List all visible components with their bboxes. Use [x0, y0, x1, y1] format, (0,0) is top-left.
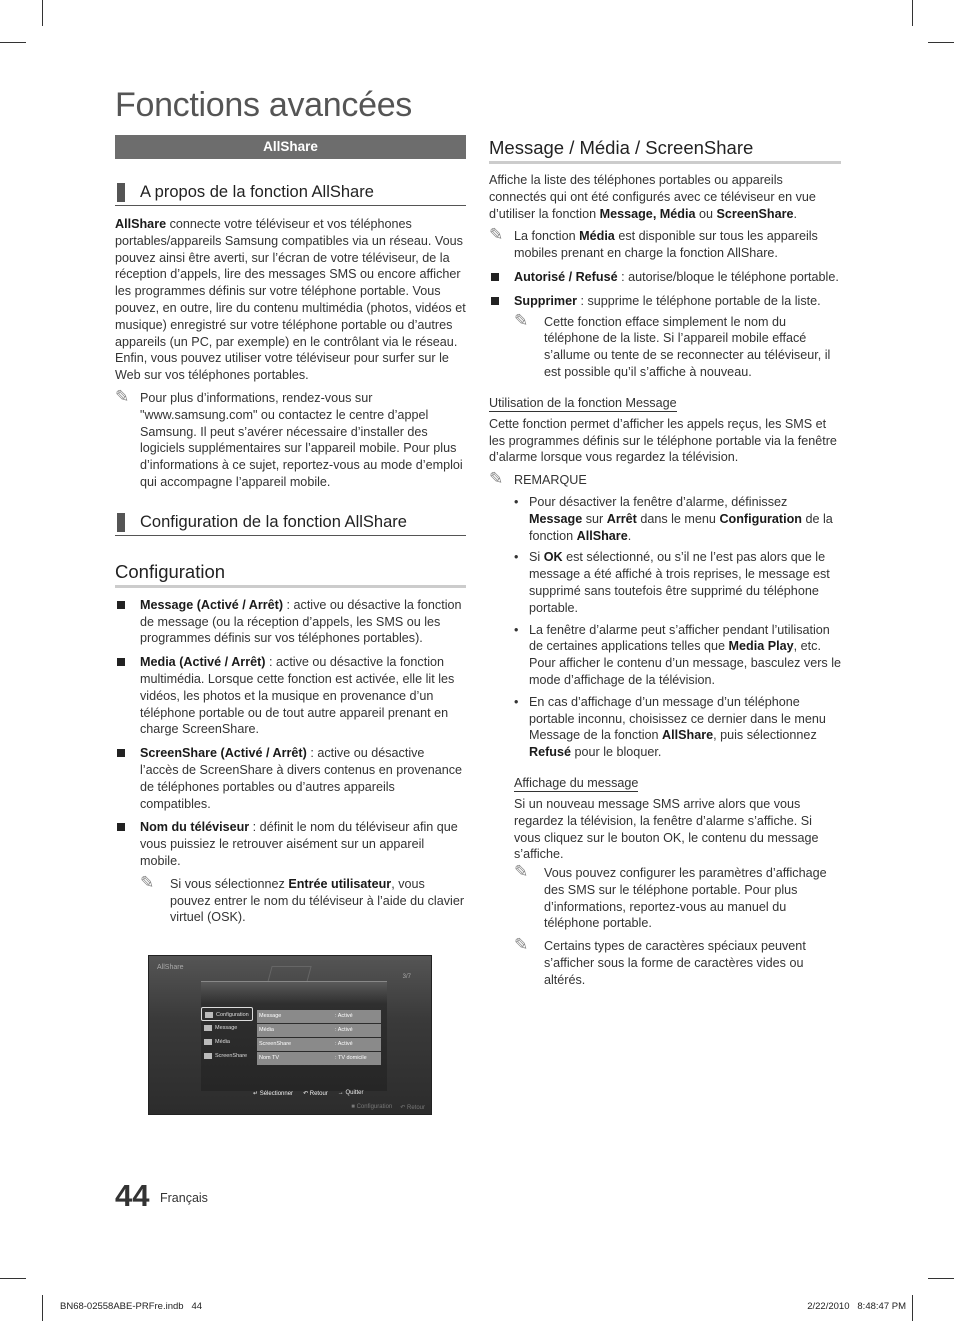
- pencil-icon: ✎: [489, 225, 504, 245]
- tv-name-note: ✎ Si vous sélectionnez Entrée utilisateur, vous pouvez entrer le nom du téléviseur à l’aide du clavier virtuel (OSK).: [140, 872, 465, 925]
- tv-menu-panel: [201, 981, 387, 1091]
- screenshare-icon: [204, 1053, 212, 1059]
- display-section: [489, 775, 841, 989]
- footer-date: 2/22/2010 8:48:47 PM: [807, 1301, 906, 1312]
- list-item: Media (Activé / Arrêt) : active ou désactive la fonction multimédia. Lorsque cette fonction est activée, elle lit les vidéos, les photos et la musique en provenance d’un téléphone portable ou de tout autre appareil prenant en charge ScreenShare.: [115, 654, 466, 738]
- tv-title: AllShare: [157, 964, 184, 971]
- remark-item: • Si OK est sélectionné, ou s’il ne l’est pas alors que le message a été affiché à trois reprises, le message est supprimé sans toutefois être supprimé du téléphone portable.: [514, 550, 830, 615]
- tv-side-menu: [201, 1007, 253, 1063]
- display-note: ✎ Certains types de caractères spéciaux peuvent s’afficher sous la forme de caractères vides ou altérés.: [514, 935, 806, 987]
- display-paragraph: Si un nouveau message SMS arrive alors que vous regardez la télévision, la fenêtre d’alarme s’affiche. Si vous cliquez sur le bouton OK, le contenu du message s’affiche.: [514, 796, 819, 862]
- tv-menu-item[interactable]: Configuration: [201, 1007, 253, 1021]
- message-media-heading: Message / Média / ScreenShare: [489, 136, 841, 164]
- display-note: ✎ Vous pouvez configurer les paramètres d’affichage des SMS sur le téléphone portable. Pour plus d’informations, reportez-vous au manuel du téléphone portable.: [514, 862, 827, 931]
- about-note: ✎ Pour plus d’informations, rendez-vous sur "www.samsung.com" ou contactez le centre d’appel Samsung. Il peut s’avérer nécessaire d’installer des logiciels supplémentaires sur l’appareil mobile. Pour plus d’informations à ce sujet, reportez-vous au mode d’emploi qui accompagne l’appareil mobile.: [115, 386, 463, 489]
- about-paragraph: AllShare connecte votre téléviseur et vos téléphones portables/appareils Samsung compatibles via un réseau. Vous pouvez ainsi être averti, sur l’écran de votre téléviseur, de la réception d’appels, lire des messages SMS ou encore afficher les programmes définis sur votre téléphone portable. Vous pouvez, en outre, lire du contenu multimédia (photos, vidéos et musique) enregistré sur votre téléphone portable ou d’autres appareils (un PC, par exemple) en le contrôlant via le réseau. Enfin, vous pouvez utiliser votre téléviseur pour surfer sur le Web sur vos téléphones portables.: [115, 217, 466, 383]
- tv-hint-config: ■ Configuration: [351, 1104, 393, 1110]
- bullet-square-icon: [491, 273, 499, 281]
- pencil-icon: ✎: [514, 310, 529, 330]
- right-column: [489, 136, 841, 989]
- crop-mark: [928, 42, 954, 43]
- settings-icon: [205, 1012, 213, 1018]
- list-item: Nom du téléviseur : définit le nom du téléviseur afin que vous puissiez le retrouver aisément sur un appareil mobile. ✎ Si vous sélectionnez Entrée utilisateur, vous pouvez entrer le nom du téléviseur à l’aide du clavier virtuel (OSK).: [115, 819, 466, 926]
- heading-marker: [117, 513, 125, 532]
- configuration-heading: Configuration: [115, 560, 466, 588]
- left-column: [115, 135, 466, 926]
- tv-footer-hints: [253, 1090, 363, 1097]
- heading-marker: [117, 183, 125, 202]
- about-heading: A propos de la fonction AllShare: [115, 181, 466, 206]
- tv-setting-row[interactable]: Média : Activé: [257, 1024, 381, 1037]
- tv-menu-item[interactable]: Média: [201, 1035, 253, 1049]
- remarque-label: ✎ REMARQUE: [489, 469, 587, 489]
- page-language: Français: [160, 1191, 208, 1205]
- crop-mark: [912, 1295, 913, 1321]
- message-icon: [204, 1025, 212, 1031]
- list-item: Message (Activé / Arrêt) : active ou désactive la fonction de message (ou la réception d’appels, les SMS ou les programmes définis sur vos téléphones portables).: [115, 597, 466, 647]
- tv-hint-return: ↶ Retour: [303, 1091, 328, 1097]
- pencil-icon: ✎: [514, 862, 529, 882]
- page-title: Fonctions avancées: [115, 86, 412, 124]
- pencil-icon: ✎: [140, 872, 155, 892]
- tv-hint-select: ↵ Sélectionner: [253, 1091, 294, 1097]
- pencil-icon: ✎: [514, 935, 529, 955]
- tv-settings-grid: [257, 1010, 381, 1066]
- bullet-square-icon: [491, 297, 499, 305]
- crop-mark: [42, 0, 43, 26]
- bullet-square-icon: [117, 823, 125, 831]
- crop-mark: [42, 1295, 43, 1321]
- remark-item: • La fenêtre d’alarme peut s’afficher pendant l’utilisation de certaines applications telles que Media Play, etc. Pour afficher le contenu d’un message, basculez vers le mode d’affichage de la télévision.: [514, 622, 841, 687]
- tv-hint-back: ↶ Retour: [400, 1105, 425, 1111]
- pencil-icon: ✎: [115, 386, 130, 406]
- message-usage-heading: Utilisation de la fonction Message: [489, 395, 677, 410]
- crop-mark: [0, 1278, 26, 1279]
- page-number: 44: [115, 1178, 150, 1213]
- bullet-square-icon: [117, 749, 125, 757]
- footer-file-name: BN68-02558ABE-PRFre.indb 44: [60, 1301, 203, 1312]
- tv-setting-row[interactable]: Message : Activé: [257, 1010, 381, 1023]
- display-heading: Affichage du message: [514, 775, 639, 790]
- crop-mark: [928, 1278, 954, 1279]
- tv-screenshot: [148, 955, 432, 1115]
- tv-hint-exit: → Quitter: [337, 1090, 364, 1096]
- tv-setting-row[interactable]: ScreenShare : Activé: [257, 1038, 381, 1051]
- tv-menu-item[interactable]: ScreenShare: [201, 1049, 253, 1063]
- bullet-square-icon: [117, 601, 125, 609]
- media-icon: [204, 1039, 212, 1045]
- delete-note: ✎ Cette fonction efface simplement le nom du téléphone de la liste. Si l’appareil mobile effacé s’allume ou tente de se reconnecter au téléviseur, il est possible qu’il s’affiche à nouveau.: [514, 310, 831, 379]
- media-note: ✎ La fonction Média est disponible sur tous les appareils mobiles prenant en charge la fonction AllShare.: [489, 225, 818, 261]
- remark-item: • Pour désactiver la fenêtre d’alarme, définissez Message sur Arrêt dans le menu Configuration de la fonction AllShare.: [514, 494, 833, 543]
- tv-menu-item[interactable]: Message: [201, 1021, 253, 1035]
- intro-paragraph: Affiche la liste des téléphones portables ou appareils connectés qui ont été configurés avec ce téléviseur en vue d’utiliser la fonction Message, Média ou ScreenShare.: [489, 173, 816, 221]
- crop-mark: [0, 42, 26, 43]
- list-item: ScreenShare (Activé / Arrêt) : active ou désactive l’accès de ScreenShare à divers contenus en provenance de téléphones portables ou d’autres appareils compatibles.: [115, 745, 466, 812]
- bullet-square-icon: [117, 658, 125, 666]
- crop-mark: [912, 0, 913, 26]
- list-item: Supprimer : supprime le téléphone portable de la liste. ✎ Cette fonction efface simplement le nom du téléphone de la liste. Si l’appareil mobile effacé s’allume ou tente de se reconnecter au téléviseur, il est possible qu’il s’affiche à nouveau.: [489, 293, 841, 381]
- tv-footer-secondary: [351, 1104, 425, 1111]
- config-heading: Configuration de la fonction AllShare: [115, 511, 466, 536]
- remark-item: • En cas d’affichage d’un message d’un téléphone portable inconnu, choisissez ce dernier dans le menu Message de la fonction AllShare, puis sélectionnez Refusé pour le bloquer.: [514, 694, 826, 760]
- message-usage-paragraph: Cette fonction permet d’afficher les appels reçus, les SMS et les programmes définis sur le téléphone portable via la fenêtre d’alarme lorsque vous regardez la télévision.: [489, 416, 837, 465]
- pencil-icon: ✎: [489, 469, 504, 489]
- tv-setting-row[interactable]: Nom TV : TV domicile: [257, 1052, 381, 1065]
- tv-page-indicator: 3/7: [402, 974, 411, 980]
- section-banner: AllShare: [115, 135, 466, 159]
- list-item: Autorisé / Refusé : autorise/bloque le téléphone portable.: [489, 269, 841, 286]
